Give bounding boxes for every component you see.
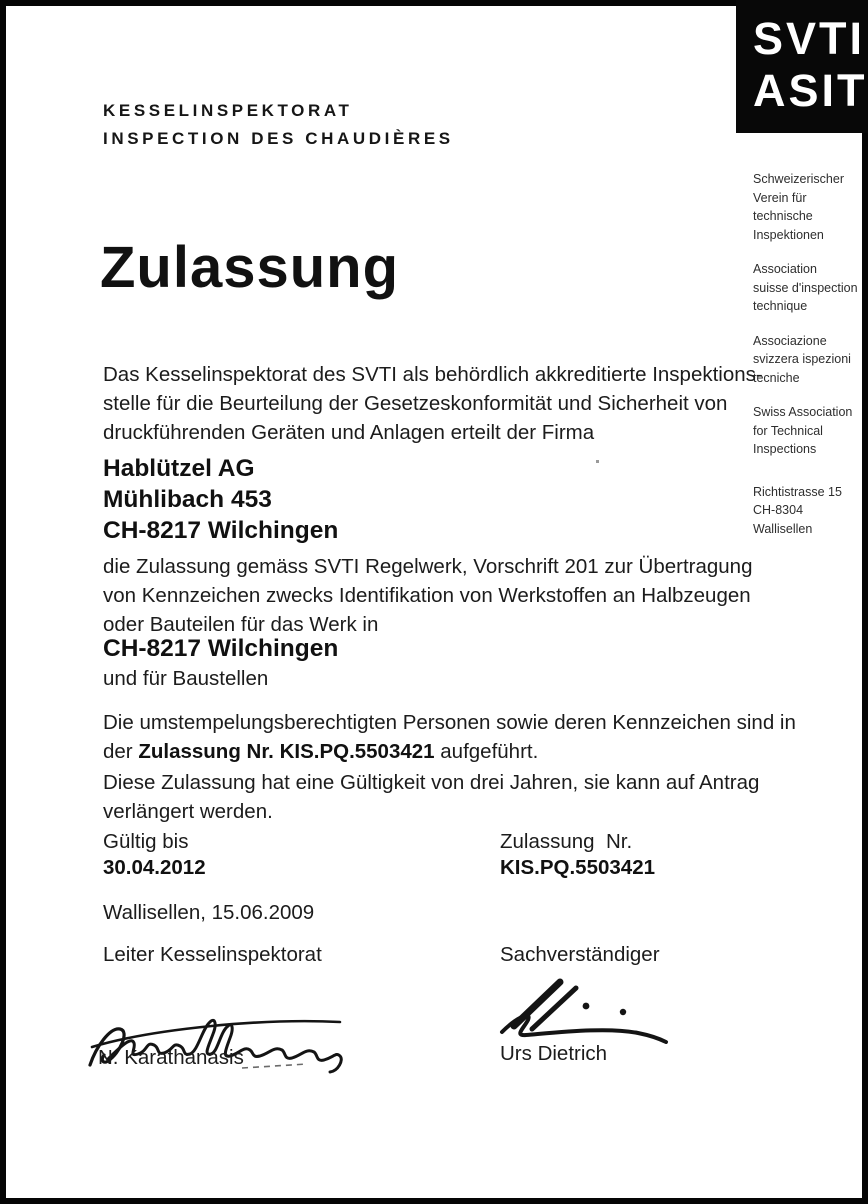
sidebar-line: Verein für technische (753, 190, 813, 223)
company-address-block (103, 453, 338, 546)
sidebar-line: svizzera ispezioni (753, 352, 851, 366)
sidebar-line: technique (753, 299, 808, 313)
sidebar-line: Association (753, 262, 817, 276)
sidebar-line: suisse d'inspection (753, 280, 858, 295)
letterhead-line-fr: INSPECTION DES CHAUDIÈRES (103, 129, 454, 148)
scan-speck-artifact (596, 460, 599, 463)
valid-until-value: 30.04.2012 (103, 856, 206, 879)
site-note: und für Baustellen (103, 667, 269, 690)
paragraph-line: Diese Zulassung hat eine Gültigkeit von drei Jahren, sie kann auf Antrag (103, 771, 760, 794)
validity-paragraph (103, 768, 759, 826)
intro-paragraph (103, 360, 763, 447)
company-name: Hablützel AG (103, 455, 255, 482)
signer-name-left: N. Karathanasis (98, 1046, 244, 1069)
persons-line2-suffix: aufgeführt. (434, 740, 539, 763)
site-city: CH-8217 Wilchingen (103, 635, 339, 662)
logo-text-asit: ASIT (753, 65, 868, 116)
logo-text-svti: SVTI (753, 13, 866, 64)
paragraph-line: druckführenden Geräten und Anlagen erteilt der Firma (103, 421, 595, 444)
org-name-english (753, 403, 865, 459)
paragraph-line: von Kennzeichen zwecks Identifikation von Werkstoffen an Halbzeugen (103, 584, 751, 607)
sidebar-line: Swiss Association (753, 405, 853, 419)
signature-right-image (490, 974, 680, 1044)
paragraph-line: verlängert werden. (103, 800, 273, 823)
paragraph-line: stelle für die Beurteilung der Gesetzeskonformität und Sicherheit von (103, 392, 728, 415)
paragraph-line: Das Kesselinspektorat des SVTI als behördlich akkreditierte Inspektions- (103, 363, 763, 386)
valid-until-label: Gültig bis (103, 830, 189, 853)
sidebar-line: Associazione (753, 333, 827, 348)
company-street: Mühlibach 453 (103, 486, 272, 513)
company-city: CH-8217 Wilchingen (103, 517, 339, 544)
sidebar-org-names (753, 170, 865, 554)
place-date: Wallisellen, 15.06.2009 (103, 901, 315, 924)
org-name-italian (753, 332, 865, 388)
sidebar-line: tecniche (753, 370, 800, 385)
role-right: Sachverständiger (500, 943, 660, 966)
grant-paragraph (103, 552, 752, 639)
paragraph-line: Die umstempelungsberechtigten Personen sowie deren Kennzeichen sind in (103, 711, 796, 734)
paragraph-line: die Zulassung gemäss SVTI Regelwerk, Vorschrift 201 zur Übertragung (103, 555, 753, 578)
letterhead-line-de: KESSELINSPEKTORAT (103, 101, 353, 120)
valid-until-field (103, 829, 206, 881)
persons-line2-prefix: der (103, 740, 139, 763)
signer-name-right: Urs Dietrich (500, 1042, 608, 1065)
address-street: Richtistrasse 15 (753, 484, 842, 499)
approval-number-field (500, 829, 655, 881)
paragraph-line: oder Bauteilen für das Werk in (103, 613, 379, 636)
persons-paragraph (103, 708, 796, 766)
org-name-german (753, 170, 865, 244)
sidebar-line: Inspektionen (753, 227, 824, 242)
paragraph-line (103, 737, 796, 766)
sidebar-line: Inspections (753, 442, 817, 456)
org-name-french (753, 260, 865, 316)
approval-number-value: KIS.PQ.5503421 (500, 856, 655, 879)
approval-number-inline: Zulassung Nr. KIS.PQ.5503421 (138, 740, 435, 763)
svti-asit-logo (736, 0, 868, 133)
role-left: Leiter Kesselinspektorat (103, 943, 322, 966)
sidebar-line: for Technical (753, 423, 823, 438)
sidebar-line: Schweizerischer (753, 172, 845, 186)
address-city: CH-8304 Wallisellen (753, 503, 813, 536)
org-address (753, 483, 865, 539)
approval-number-label: Zulassung Nr. (500, 830, 633, 853)
letterhead (103, 97, 454, 153)
document-title: Zulassung (100, 235, 400, 300)
